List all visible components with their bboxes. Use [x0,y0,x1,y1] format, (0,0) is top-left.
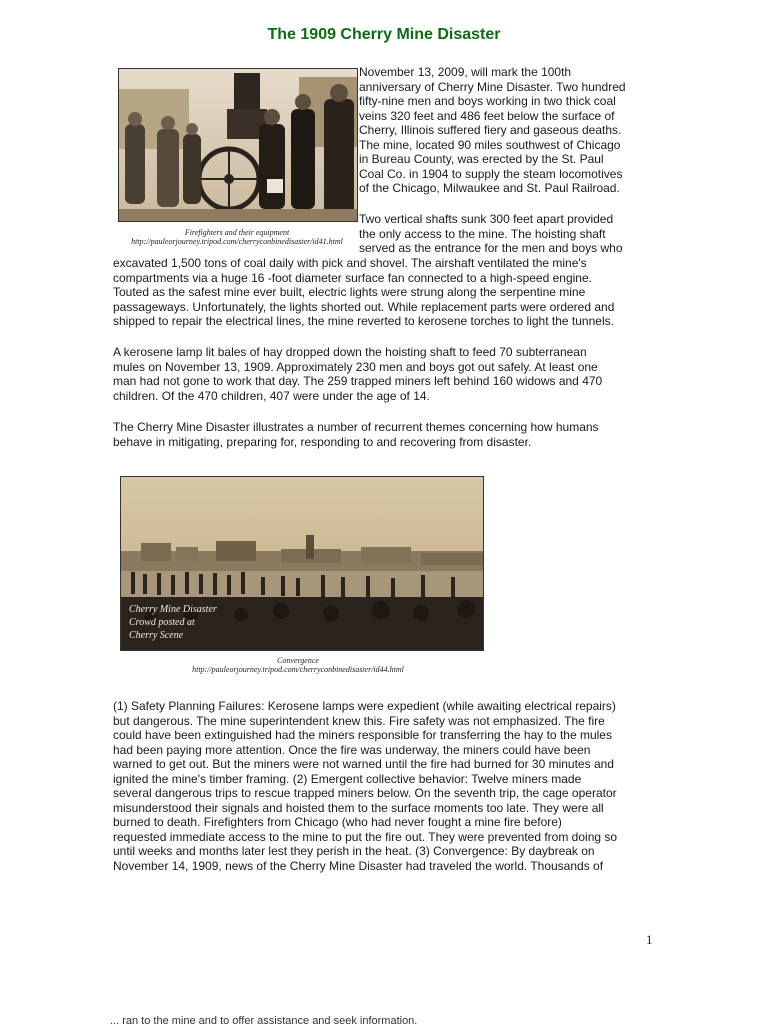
page-number: 1 [646,932,653,947]
text-line: several dangerous trips to rescue trapped miners below. On the seventh trip, the cage operator [113,786,617,800]
convergence-caption [170,656,426,674]
firefighters-photo [118,68,358,222]
photo-overlay-line: Crowd posted at [129,617,195,628]
document-title: The 1909 Cherry Mine Disaster [267,26,501,43]
paragraph-shafts-top [359,212,623,256]
firefighters-photo-illustration [119,69,357,221]
caption-text: Firefighters and their equipment [184,228,290,237]
text-line: mules on November 13, 1909. Approximately 230 men and boys got out safely. At least one [113,359,598,374]
text-line: until weeks and months later lest they perish in the heat. (3) Convergence: By daybreak on [113,844,595,858]
firefighters-caption [110,228,364,246]
photo-overlay-line: Cherry Scene [129,630,184,641]
paragraph-themes [113,420,599,449]
next-page-cutoff-text: ... ran to the mine and to offer assistance and seek information. [110,1015,418,1027]
text-line: misunderstood their signals and hoisted them to the surface moments too late. They were all [113,800,604,815]
text-line: anniversary of Cherry Mine Disaster. Two hundred [359,79,626,94]
text-line: Touted as the safest mine ever built, electric lights were strung along the serpentine mine [113,285,586,299]
text-line: of the Chicago, Milwaukee and St. Paul Railroad. [359,181,620,195]
text-line: the only access to the mine. The hoisting shaft [359,226,606,241]
text-line: served as the entrance for the men and boys who [359,241,623,255]
text-line: November 14, 1909, news of the Cherry Mine Disaster had traveled the world. Thousands of [113,858,604,873]
text-line: The mine, located 90 miles southwest of Chicago [359,137,621,152]
text-line: requested immediate access to the mine to put the fire out. They were prevented from doing so [113,829,618,844]
text-line: Cherry, Illinois suffered fiery and gaseous deaths. [359,123,622,137]
paragraph-kerosene [113,345,602,403]
text-line: but dangerous. The mine superintendent knew this. Fire safety was not emphasized. The fire [113,713,605,728]
text-line: children. Of the 470 children, 407 were under the age of 14. [113,388,430,403]
convergence-photo-illustration [121,477,483,650]
text-line: warned to get out. But the miners were not warned until the fire had burned for 30 minutes and [113,757,614,771]
text-line: fifty-nine men and boys working in two thick coal [359,94,616,108]
text-line: excavated 1,500 tons of coal daily with pick and shovel. The airshaft ventilated the mine's [113,256,587,270]
text-line: man had not gone to work that day. The 259 trapped miners left behind 160 widows and 470 [113,374,603,388]
paragraph-shafts [113,256,614,329]
text-line: behave in mitigating, preparing for, responding to and recovering from disaster. [113,434,532,449]
text-line: veins 320 feet and 486 feet below the surface of [359,108,615,123]
text-line: passageways. Unfortunately, the lights shorted out. While replacement parts were ordered and [113,299,615,314]
caption-text: Convergence [277,656,319,665]
text-line: compartments via a huge 16 -foot diameter surface fan connected to a high-speed engine. [113,270,592,285]
convergence-photo [120,476,484,651]
text-line: (1) Safety Planning Failures: Kerosene lamps were expedient (while awaiting electrical repairs) [113,699,616,713]
text-line: The Cherry Mine Disaster illustrates a number of recurrent themes concerning how humans [113,420,599,434]
paragraph-lessons [113,699,617,873]
text-line: had been paying more attention. Once the fire was underway, the miners could have been [113,742,591,757]
caption-url: http://pauleorjourney.tripod.com/cherryconbinedisaster/id44.html [192,665,404,674]
text-line: Two vertical shafts sunk 300 feet apart provided [359,212,614,226]
text-line: Coal Co. in 1904 to supply the steam locomotives [359,166,623,181]
text-line: A kerosene lamp lit bales of hay dropped down the hoisting shaft to feed 70 subterranean [113,345,587,359]
photo-overlay-line: Cherry Mine Disaster [129,604,217,615]
text-line: burned to death. Firefighters from Chicago (who had never fought a mine fire before) [113,815,562,829]
text-line: November 13, 2009, will mark the 100th [359,65,572,79]
text-line: could have been extinguished had the miners responsible for transferring the hay to the mules [113,728,612,742]
text-line: in Bureau County, was erected by the St. Paul [359,152,604,166]
caption-url: http://pauleorjourney.tripod.com/cherryconbinedisaster/id41.html [131,237,343,246]
text-line: shipped to repair the electrical lines, the mine reverted to kerosene torches to light the tunnels. [113,314,614,328]
paragraph-intro [359,65,626,196]
text-line: ignited the mine's timber framing. (2) Emergent collective behavior: Twelve miners made [113,771,582,786]
